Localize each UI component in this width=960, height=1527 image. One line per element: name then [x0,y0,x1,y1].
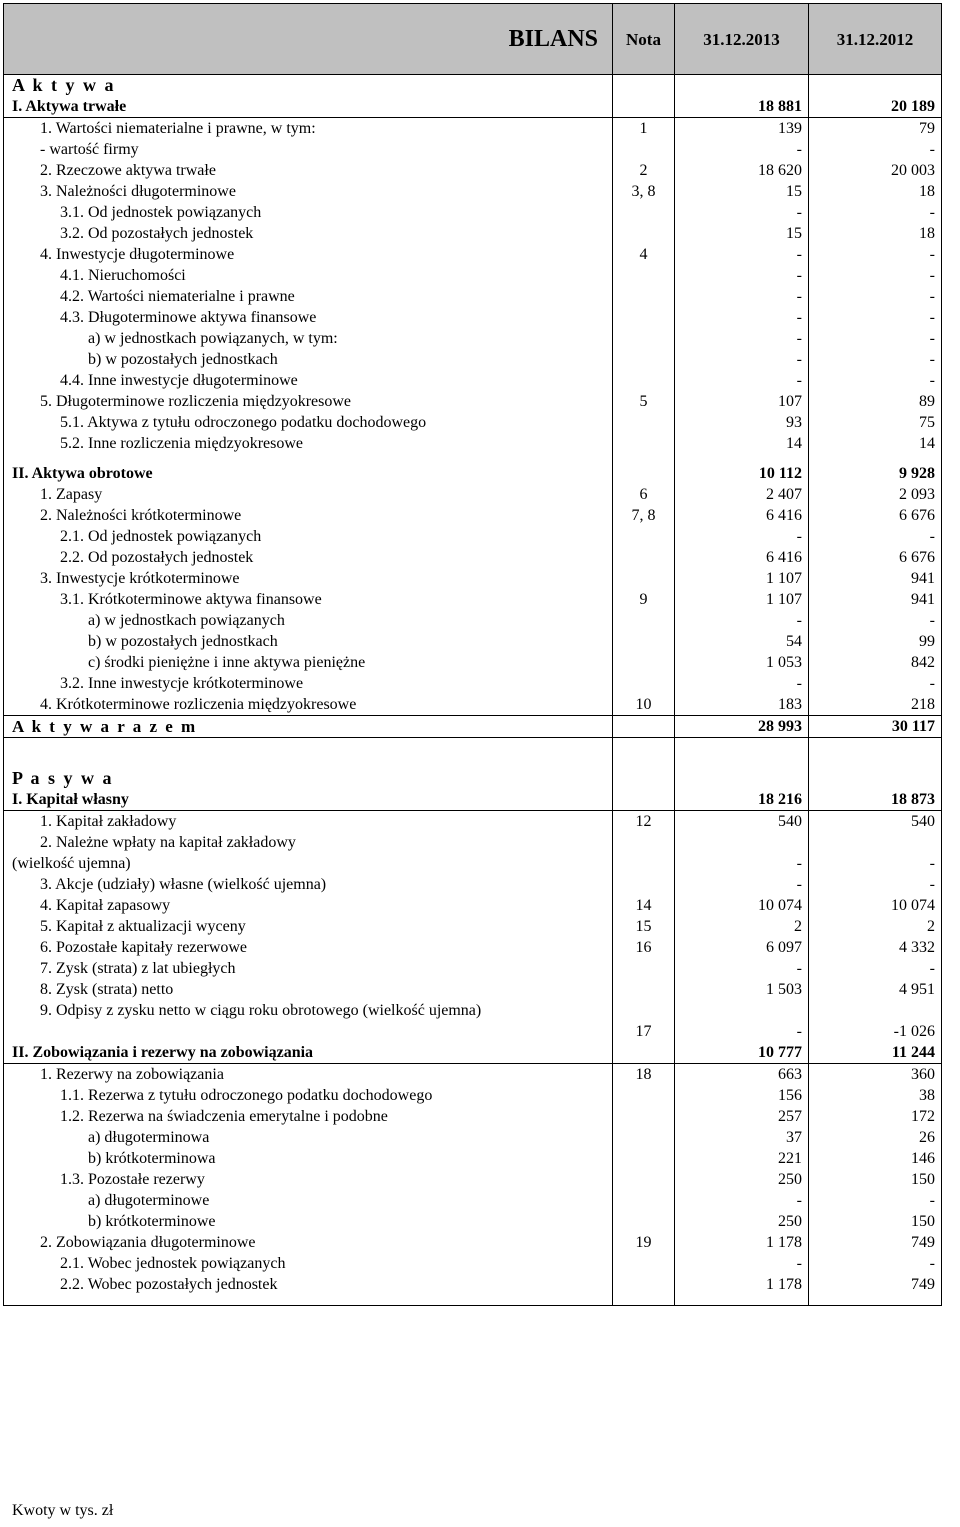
row-label: 1.3. Pozostałe rezerwy [4,1169,613,1190]
nota-cell: 2 [613,160,675,181]
table-row [4,916,942,937]
row-label: a) długoterminowe [4,1190,613,1211]
value-2012-cell: - [809,286,942,307]
value-2012-cell: 172 [809,1106,942,1127]
nota-cell [613,874,675,895]
table-row [4,1274,942,1295]
table-row [4,433,942,454]
nota-cell [613,1274,675,1295]
row-label: 4.1. Nieruchomości [4,265,613,286]
spacer-cell [613,738,675,769]
table-row [4,547,942,568]
value-2012-cell: 749 [809,1274,942,1295]
row-label: 4. Krótkoterminowe rozliczenia międzyokresowe [4,694,613,716]
nota-cell: 14 [613,895,675,916]
row-label: b) w pozostałych jednostkach [4,631,613,652]
value-2012-cell: 14 [809,433,942,454]
row-label: 1. Wartości niematerialne i prawne, w tym: [4,118,613,140]
value-2013-cell: 1 178 [675,1274,809,1295]
row-label [4,832,613,874]
row-label: c) środki pieniężne i inne aktywa pieniężne [4,652,613,673]
table-row [4,244,942,265]
nota-cell [613,202,675,223]
value-2012-cell: 218 [809,694,942,716]
table-row [4,505,942,526]
table-row [4,895,942,916]
value-2013-cell: 6 416 [675,505,809,526]
value-2012-cell: 75 [809,412,942,433]
nota-cell [613,631,675,652]
value-2012-cell: - [809,202,942,223]
nota-cell [613,652,675,673]
row-label: 5. Kapitał z aktualizacji wyceny [4,916,613,937]
nota-cell [613,96,675,118]
table-row [4,1232,942,1253]
nota-cell [613,832,675,874]
table-row [4,652,942,673]
value-2013-cell: 221 [675,1148,809,1169]
value-2013-cell: 10 074 [675,895,809,916]
row-label: I. Aktywa trwałe [4,96,613,118]
value-2012-cell: 20 189 [809,96,942,118]
nota-cell: 7, 8 [613,505,675,526]
nota-cell [613,307,675,328]
nota-cell [613,223,675,244]
value-2012-cell: - [809,1190,942,1211]
nota-cell: 3, 8 [613,181,675,202]
row-label: II. Aktywa obrotowe [4,454,613,484]
value-2013-cell: 1 107 [675,589,809,610]
spacer-cell [809,738,942,769]
table-row [4,349,942,370]
row-label: 2.1. Od jednostek powiązanych [4,526,613,547]
value-2013-cell: 107 [675,391,809,412]
row-label: a) długoterminowa [4,1127,613,1148]
row-label-line: (wielkość ujemna) [12,855,131,872]
value-2013-cell: 18 620 [675,160,809,181]
value-2012-cell: 79 [809,118,942,140]
table-row [4,1064,942,1086]
value-2013-cell: - [675,874,809,895]
value-2012-cell: 38 [809,1085,942,1106]
nota-cell [613,547,675,568]
spacer-cell [675,1295,809,1306]
value-2012-cell: 4 332 [809,937,942,958]
row-label: I. Kapitał własny [4,789,613,811]
value-2013-cell: 10 777 [675,1042,809,1064]
table-end-spacer [4,1295,942,1306]
value-2012-cell: - [809,610,942,631]
value-2012-cell: 6 676 [809,547,942,568]
nota-cell [613,958,675,979]
value-2013-cell: 156 [675,1085,809,1106]
row-label: 5. Długoterminowe rozliczenia międzyokresowe [4,391,613,412]
row-label: 5.1. Aktywa z tytułu odroczonego podatku dochodowego [4,412,613,433]
nota-cell [613,139,675,160]
table-row [4,631,942,652]
value-2013-cell: - [675,610,809,631]
value-2012-cell: 941 [809,589,942,610]
value-2013-cell: 183 [675,694,809,716]
value-2013-cell: 54 [675,631,809,652]
value-2012-cell: - [809,139,942,160]
section-label: A k t y w a [4,75,613,97]
value-2012-cell: 842 [809,652,942,673]
row-label: 2. Zobowiązania długoterminowe [4,1232,613,1253]
value-2012-cell: - [809,349,942,370]
value-2013-cell: 1 107 [675,568,809,589]
section-label: P a s y w a [4,768,613,789]
nota-cell [613,1106,675,1127]
value-2012-cell: 99 [809,631,942,652]
table-row [4,1106,942,1127]
row-label: 3. Akcje (udziały) własne (wielkość ujemna) [4,874,613,895]
table-row [4,1127,942,1148]
value-2013-cell: - [675,1000,809,1042]
row-label: 3.2. Od pozostałych jednostek [4,223,613,244]
value-2012-cell: 11 244 [809,1042,942,1064]
value-2012-cell: 749 [809,1232,942,1253]
nota-cell: 16 [613,937,675,958]
nota-cell [613,610,675,631]
table-row [4,265,942,286]
nota-cell [613,349,675,370]
table-row [4,1253,942,1274]
nota-cell [613,568,675,589]
table-row [4,811,942,833]
nota-cell [613,75,675,97]
value-2012-cell: 150 [809,1211,942,1232]
value-2012-cell: - [809,265,942,286]
value-2013-cell: - [675,202,809,223]
nota-column-header: Nota [613,4,675,75]
value-2013-cell: 6 416 [675,547,809,568]
value-2013-cell: 15 [675,223,809,244]
nota-cell [613,1211,675,1232]
table-row [4,160,942,181]
nota-cell [613,716,675,738]
table-row [4,223,942,244]
table-row [4,568,942,589]
table-row [4,789,942,811]
value-2013-cell: 1 503 [675,979,809,1000]
value-2013-cell: - [675,328,809,349]
spacer-cell [4,1295,613,1306]
value-2012-cell: - [809,1253,942,1274]
value-2013-cell: 93 [675,412,809,433]
nota-cell: 5 [613,391,675,412]
balance-table [3,3,942,1306]
value-2013-cell: - [675,286,809,307]
table-row [4,391,942,412]
value-2013-cell: - [675,832,809,874]
nota-cell [613,412,675,433]
value-2013-cell: 15 [675,181,809,202]
nota-cell [613,789,675,811]
value-2012-cell: - [809,307,942,328]
row-label: - wartość firmy [4,139,613,160]
value-2012-cell: - [809,832,942,874]
row-label: 1. Rezerwy na zobowiązania [4,1064,613,1086]
nota-cell [613,1085,675,1106]
nota-cell [613,370,675,391]
row-label: 2. Należności krótkoterminowe [4,505,613,526]
value-2012-cell: 540 [809,811,942,833]
table-row [4,286,942,307]
table-row [4,484,942,505]
table-row [4,118,942,140]
total-2013-cell: 28 993 [675,716,809,738]
year2-column-header: 31.12.2012 [809,4,942,75]
nota-cell: 15 [613,916,675,937]
row-label: 1.1. Rezerwa z tytułu odroczonego podatku dochodowego [4,1085,613,1106]
row-label: b) krótkoterminowe [4,1211,613,1232]
value-2012-cell: 6 676 [809,505,942,526]
table-row [4,979,942,1000]
value-cell [809,75,942,97]
value-2012-cell: - [809,958,942,979]
table-row [4,1085,942,1106]
row-label: 5.2. Inne rozliczenia międzyokresowe [4,433,613,454]
aktywa-section-header [4,75,942,97]
value-2013-cell: 1 053 [675,652,809,673]
value-2012-cell: 4 951 [809,979,942,1000]
nota-cell [613,454,675,484]
value-2013-cell: 18 216 [675,789,809,811]
nota-cell [613,433,675,454]
spacer-cell [809,1295,942,1306]
table-row [4,937,942,958]
footnote: Kwoty w tys. zł [12,1502,114,1519]
row-label: 9. Odpisy z zysku netto w ciągu roku obrotowego (wielkość ujemna) [4,1000,613,1042]
row-label: 1. Kapitał zakładowy [4,811,613,833]
nota-cell [613,673,675,694]
nota-cell: 17 [613,1000,675,1042]
table-row [4,874,942,895]
row-label: 1.2. Rezerwa na świadczenia emerytalne i podobne [4,1106,613,1127]
spacer-cell [675,738,809,769]
value-2012-cell: 26 [809,1127,942,1148]
nota-cell [613,1190,675,1211]
value-2013-cell: - [675,265,809,286]
table-row [4,1148,942,1169]
value-2012-cell: 2 093 [809,484,942,505]
value-2013-cell: 18 881 [675,96,809,118]
nota-cell [613,1042,675,1064]
table-row [4,96,942,118]
value-2012-cell: 2 [809,916,942,937]
table-row [4,202,942,223]
value-2013-cell: - [675,1190,809,1211]
value-2013-cell: - [675,139,809,160]
row-label: 2.2. Od pozostałych jednostek [4,547,613,568]
table-row [4,526,942,547]
table-row [4,454,942,484]
value-2013-cell: - [675,244,809,265]
value-2012-cell: -1 026 [809,1000,942,1042]
nota-cell: 19 [613,1232,675,1253]
value-2012-cell: 18 [809,223,942,244]
nota-cell [613,979,675,1000]
value-2013-cell: 257 [675,1106,809,1127]
table-row [4,832,942,874]
nota-cell: 10 [613,694,675,716]
section-spacer [4,738,942,769]
table-row [4,181,942,202]
row-label: 1. Zapasy [4,484,613,505]
value-2012-cell: - [809,244,942,265]
value-cell [809,768,942,789]
value-2013-cell: 663 [675,1064,809,1086]
total-label: A k t y w a r a z e m [4,716,613,738]
value-2013-cell: 37 [675,1127,809,1148]
value-2012-cell: 9 928 [809,454,942,484]
value-2013-cell: - [675,370,809,391]
value-2013-cell: 2 [675,916,809,937]
year1-column-header: 31.12.2013 [675,4,809,75]
row-label: 6. Pozostałe kapitały rezerwowe [4,937,613,958]
row-label: 4.2. Wartości niematerialne i prawne [4,286,613,307]
nota-cell: 1 [613,118,675,140]
nota-cell [613,265,675,286]
nota-cell: 12 [613,811,675,833]
row-label: 3. Należności długoterminowe [4,181,613,202]
pasywa-section-header [4,768,942,789]
value-2013-cell: - [675,307,809,328]
table-row [4,610,942,631]
value-2013-cell: 14 [675,433,809,454]
table-row [4,307,942,328]
row-label: a) w jednostkach powiązanych [4,610,613,631]
value-2013-cell: 1 178 [675,1232,809,1253]
value-2013-cell: 10 112 [675,454,809,484]
row-label: 2.1. Wobec jednostek powiązanych [4,1253,613,1274]
table-row [4,139,942,160]
value-2012-cell: 941 [809,568,942,589]
nota-cell: 6 [613,484,675,505]
nota-cell [613,768,675,789]
value-2013-cell: 6 097 [675,937,809,958]
table-row [4,589,942,610]
value-2012-cell: 89 [809,391,942,412]
row-label: b) krótkoterminowa [4,1148,613,1169]
nota-cell: 9 [613,589,675,610]
total-2012-cell: 30 117 [809,716,942,738]
row-label: 3. Inwestycje krótkoterminowe [4,568,613,589]
table-row [4,673,942,694]
spacer-cell [613,1295,675,1306]
value-2012-cell: 10 074 [809,895,942,916]
nota-cell [613,1169,675,1190]
nota-cell [613,1148,675,1169]
value-2013-cell: 2 407 [675,484,809,505]
value-2013-cell: - [675,349,809,370]
nota-cell [613,1253,675,1274]
page-title: BILANS [4,4,613,75]
table-row [4,370,942,391]
row-label: 3.2. Inne inwestycje krótkoterminowe [4,673,613,694]
row-label: a) w jednostkach powiązanych, w tym: [4,328,613,349]
value-2012-cell: - [809,673,942,694]
value-2013-cell: 139 [675,118,809,140]
row-label: b) w pozostałych jednostkach [4,349,613,370]
value-2013-cell: 540 [675,811,809,833]
table-header [4,4,942,75]
table-row [4,1211,942,1232]
value-2013-cell: 250 [675,1169,809,1190]
table-row [4,1169,942,1190]
value-2012-cell: 150 [809,1169,942,1190]
nota-cell: 4 [613,244,675,265]
value-2012-cell: 360 [809,1064,942,1086]
value-2012-cell: 20 003 [809,160,942,181]
value-2013-cell: - [675,958,809,979]
value-cell [675,768,809,789]
value-2013-cell: - [675,526,809,547]
assets-total-row [4,716,942,738]
table-row [4,1190,942,1211]
spacer-cell [4,738,613,769]
value-2012-cell: 146 [809,1148,942,1169]
row-label: 4. Inwestycje długoterminowe [4,244,613,265]
row-label: II. Zobowiązania i rezerwy na zobowiązania [4,1042,613,1064]
row-label: 3.1. Krótkoterminowe aktywa finansowe [4,589,613,610]
table-row [4,412,942,433]
row-label: 2. Rzeczowe aktywa trwałe [4,160,613,181]
row-label-line: 2. Należne wpłaty na kapitał zakładowy [40,834,296,851]
nota-cell [613,328,675,349]
table-row [4,1000,942,1042]
table-row [4,958,942,979]
row-label: 8. Zysk (strata) netto [4,979,613,1000]
row-label: 2.2. Wobec pozostałych jednostek [4,1274,613,1295]
value-2012-cell: - [809,874,942,895]
nota-cell [613,526,675,547]
balance-sheet [3,3,941,1306]
value-2013-cell: - [675,673,809,694]
table-row [4,1042,942,1064]
row-label: 4.3. Długoterminowe aktywa finansowe [4,307,613,328]
row-label: 4. Kapitał zapasowy [4,895,613,916]
nota-cell [613,286,675,307]
value-2012-cell: 18 [809,181,942,202]
nota-cell: 18 [613,1064,675,1086]
row-label: 7. Zysk (strata) z lat ubiegłych [4,958,613,979]
value-cell [675,75,809,97]
table-row [4,328,942,349]
nota-cell [613,1127,675,1148]
value-2012-cell: - [809,328,942,349]
value-2012-cell: - [809,526,942,547]
table-row [4,694,942,716]
value-2013-cell: 250 [675,1211,809,1232]
value-2012-cell: 18 873 [809,789,942,811]
row-label: 3.1. Od jednostek powiązanych [4,202,613,223]
value-2013-cell: - [675,1253,809,1274]
row-label: 4.4. Inne inwestycje długoterminowe [4,370,613,391]
value-2012-cell: - [809,370,942,391]
